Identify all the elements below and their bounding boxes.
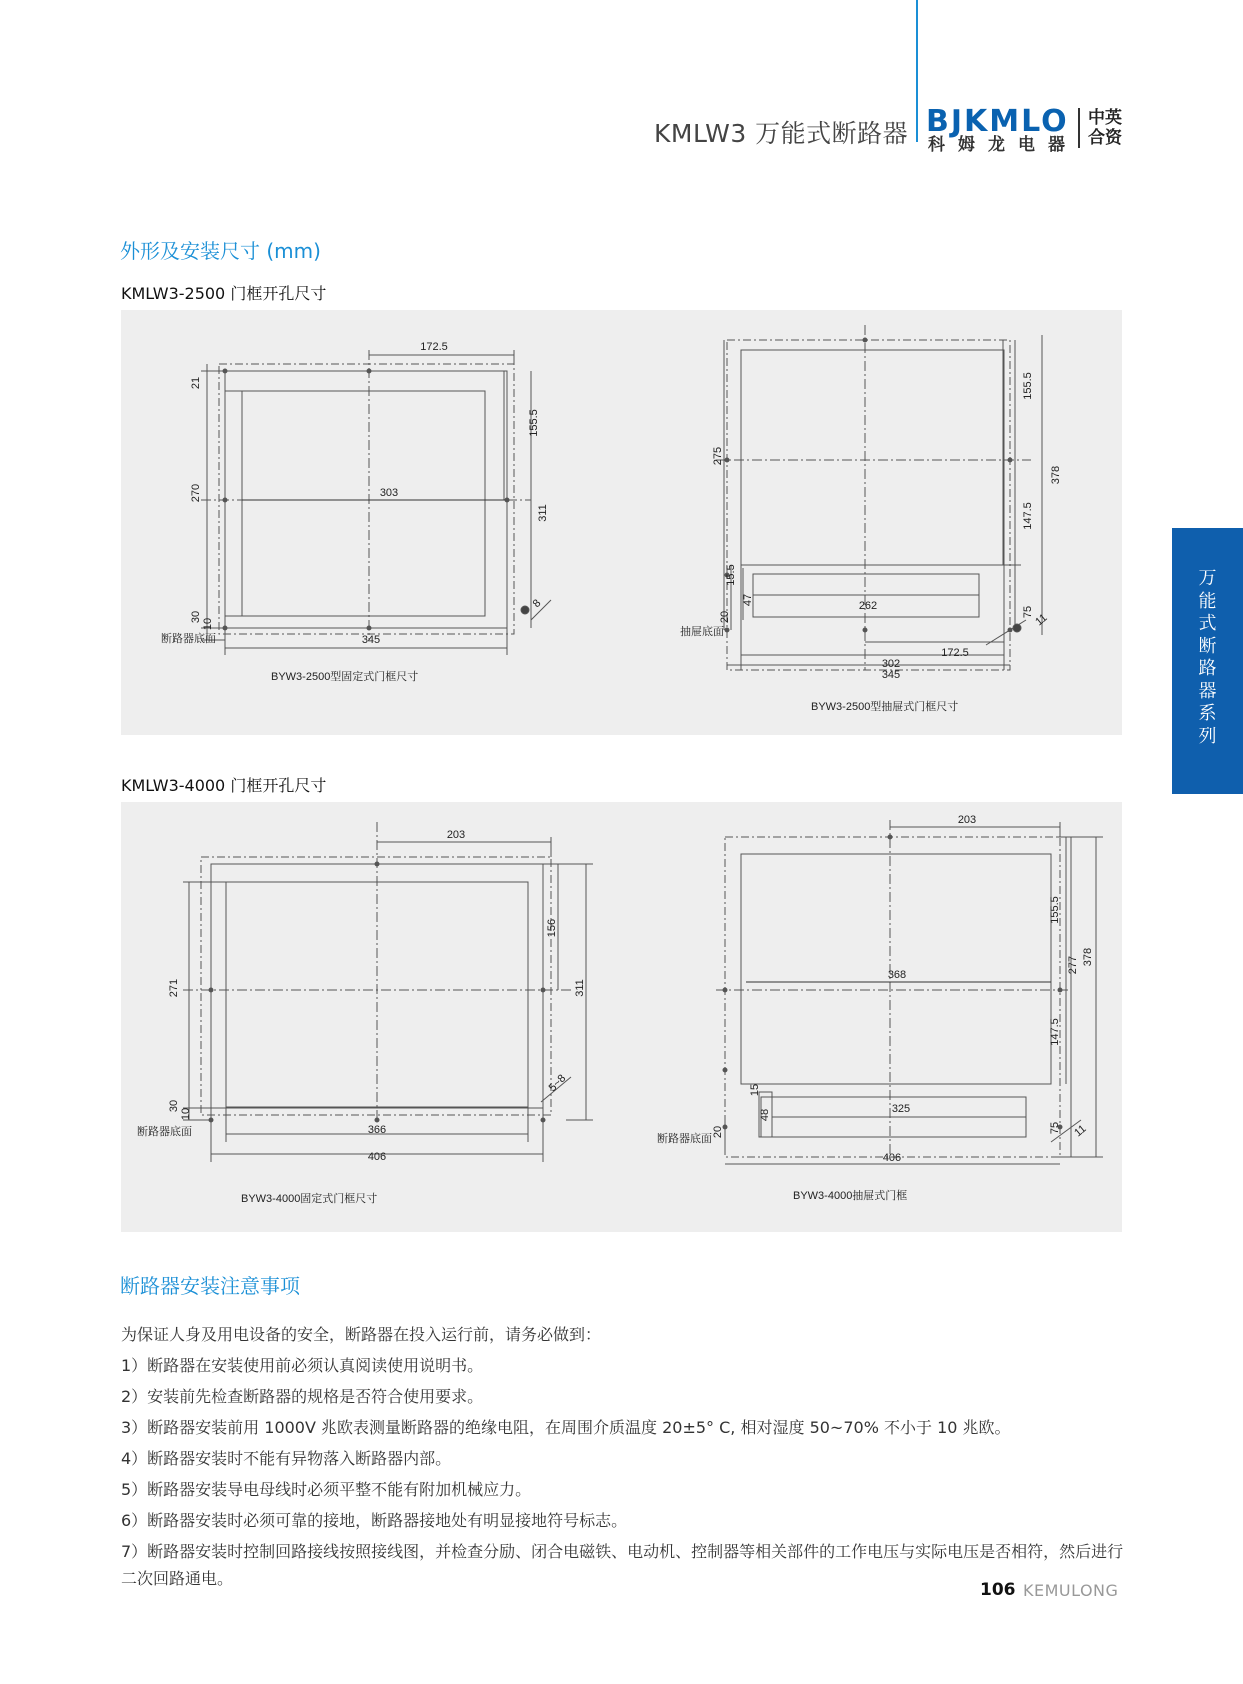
dim-d3-1: 156 (546, 918, 558, 938)
dim-d4-0: 203 (957, 814, 977, 826)
side-tab-char: 断 (1198, 635, 1217, 657)
brand-jv-label (1088, 108, 1122, 148)
dim-d4-12: 406 (882, 1152, 902, 1164)
dim-d4-10: 75 (1049, 1121, 1061, 1135)
dim-d2-9: 11 (1033, 611, 1050, 629)
caption-d4: BYW3-4000抽屉式门框 (793, 1190, 908, 1202)
dim-d2-12: 345 (881, 669, 901, 681)
dim-d2-1: 378 (1050, 465, 1062, 485)
dim-d2-7: 262 (858, 600, 878, 612)
install-notes (121, 1319, 1126, 1592)
dim-d4-8: 325 (891, 1103, 911, 1115)
dim-d3-4: 5~8 (546, 1072, 569, 1095)
brand-logo-en: BJKMLO (926, 104, 1069, 139)
brand-logo-cn: 科姆龙电器 (928, 135, 1078, 155)
notes-item-5: 5）断路器安装导电母线时必须平整不能有附加机械应力。 (121, 1480, 532, 1499)
side-tab-char: 式 (1198, 613, 1217, 634)
dim-d1-3: 270 (190, 483, 202, 503)
dim-d2-11: 302 (881, 658, 901, 670)
series-side-tab-label (1172, 568, 1243, 748)
dim-d1-0: 172.5 (420, 341, 448, 353)
brand-jv-line1: 中英 (1088, 108, 1122, 128)
base-label-d2: 抽屉底面 (680, 626, 724, 638)
dim-d1-5: 311 (537, 504, 549, 522)
dim-d2-4: 15.5 (725, 564, 737, 586)
footer-brand: KEMULONG (1023, 1581, 1119, 1600)
brand-jv-line2: 合资 (1088, 128, 1122, 148)
notes-item-4: 4）断路器安装时不能有异物落入断路器内部。 (121, 1449, 452, 1468)
section-title-install-notes: 断路器安装注意事项 (120, 1274, 300, 1298)
notes-item-1: 1）断路器在安装使用前必须认真阅读使用说明书。 (121, 1356, 484, 1375)
dim-d1-6: 30 (190, 610, 202, 624)
dim-d3-5: 30 (168, 1099, 180, 1113)
base-label-d3: 断路器底面 (137, 1126, 192, 1138)
side-tab-char: 万 (1198, 568, 1217, 589)
dim-d2-10: 172.5 (941, 647, 969, 659)
dim-d4-11: 11 (1072, 1122, 1089, 1140)
side-tab-char: 路 (1198, 658, 1217, 679)
dim-d4-7: 48 (759, 1108, 771, 1122)
dim-d2-6: 20 (719, 610, 731, 624)
dim-d2-8: 75 (1022, 605, 1034, 619)
base-label-d1: 断路器底面 (161, 633, 216, 645)
drawing-drawer-2500 (716, 325, 1042, 670)
diagram-svg-4000 (121, 802, 1122, 1232)
dim-d3-8: 406 (367, 1151, 387, 1163)
side-tab-char: 系 (1198, 703, 1217, 724)
dim-d4-3: 277 (1067, 955, 1079, 975)
caption-d2: BYW3-2500型抽屉式门框尺寸 (811, 701, 959, 713)
series-side-tab (1172, 528, 1243, 794)
drawing-fixed-4000 (183, 822, 593, 1162)
dim-d4-2: 378 (1082, 947, 1094, 967)
section-title-dimensions: 外形及安装尺寸 (mm) (120, 239, 321, 263)
dim-d4-4: 368 (887, 969, 907, 981)
dim-d1-2: 155.5 (528, 409, 540, 437)
dim-d2-5: 47 (742, 593, 754, 607)
dim-d4-5: 147.5 (1049, 1018, 1061, 1046)
diagram-svg-2500 (121, 310, 1122, 735)
dim-d3-0: 203 (446, 829, 466, 841)
base-label-d4: 断路器底面 (657, 1133, 712, 1145)
dim-d3-3: 311 (574, 979, 586, 997)
header-divider-line (916, 0, 918, 142)
dim-d1-4: 303 (379, 487, 399, 499)
page-number: 106 (980, 1580, 1016, 1600)
notes-intro: 为保证人身及用电设备的安全，断路器在投入运行前，请务必做到： (121, 1325, 602, 1344)
dim-d4-9: 20 (712, 1125, 724, 1139)
side-tab-char: 能 (1198, 590, 1217, 612)
side-tab-char: 列 (1198, 725, 1217, 747)
dim-d1-7: 10 (202, 617, 214, 631)
dim-d4-1: 155.5 (1049, 896, 1061, 924)
diagram-panel-4000 (121, 802, 1122, 1232)
dim-d2-2: 275 (712, 446, 724, 466)
drawing-fixed-2500 (201, 350, 551, 655)
logo-separator (1078, 108, 1080, 148)
side-tab-char: 器 (1198, 680, 1217, 702)
dim-d3-2: 271 (168, 978, 180, 998)
caption-d1: BYW3-2500型固定式门框尺寸 (271, 671, 419, 683)
notes-item-3: 3）断路器安装前用 1000V 兆欧表测量断路器的绝缘电阻，在周围介质温度 20±5° C, 相对湿度 50~70% 不小于 10 兆欧。 (121, 1418, 1011, 1437)
diagram-panel-2500 (121, 310, 1122, 735)
dim-d3-7: 366 (367, 1124, 387, 1136)
dim-d3-6: 10 (180, 1107, 192, 1121)
page-header-title: KMLW3 万能式断路器 (654, 119, 909, 148)
dim-d4-6: 15 (749, 1083, 761, 1097)
subtitle-2500: KMLW3-2500 门框开孔尺寸 (121, 284, 327, 303)
dim-d1-8: 345 (361, 634, 381, 646)
notes-item-6: 6）断路器安装时必须可靠的接地，断路器接地处有明显接地符号标志。 (121, 1511, 628, 1530)
dim-d2-3: 147.5 (1022, 502, 1034, 530)
notes-item-2: 2）安装前先检查断路器的规格是否符合使用要求。 (121, 1387, 484, 1406)
dim-d1-9: 8 (530, 597, 544, 611)
caption-d3: BYW3-4000固定式门框尺寸 (241, 1193, 378, 1205)
notes-item-7: 7）断路器安装时控制回路接线按照接线图，并检查分励、闭合电磁铁、电动机、控制器等相关部件的工作电压与实际电压是否相符，然后进行二次回路通电。 (121, 1542, 1124, 1588)
dim-d2-0: 155.5 (1022, 372, 1034, 400)
subtitle-4000: KMLW3-4000 门框开孔尺寸 (121, 776, 327, 795)
dim-d1-1: 21 (190, 376, 202, 390)
